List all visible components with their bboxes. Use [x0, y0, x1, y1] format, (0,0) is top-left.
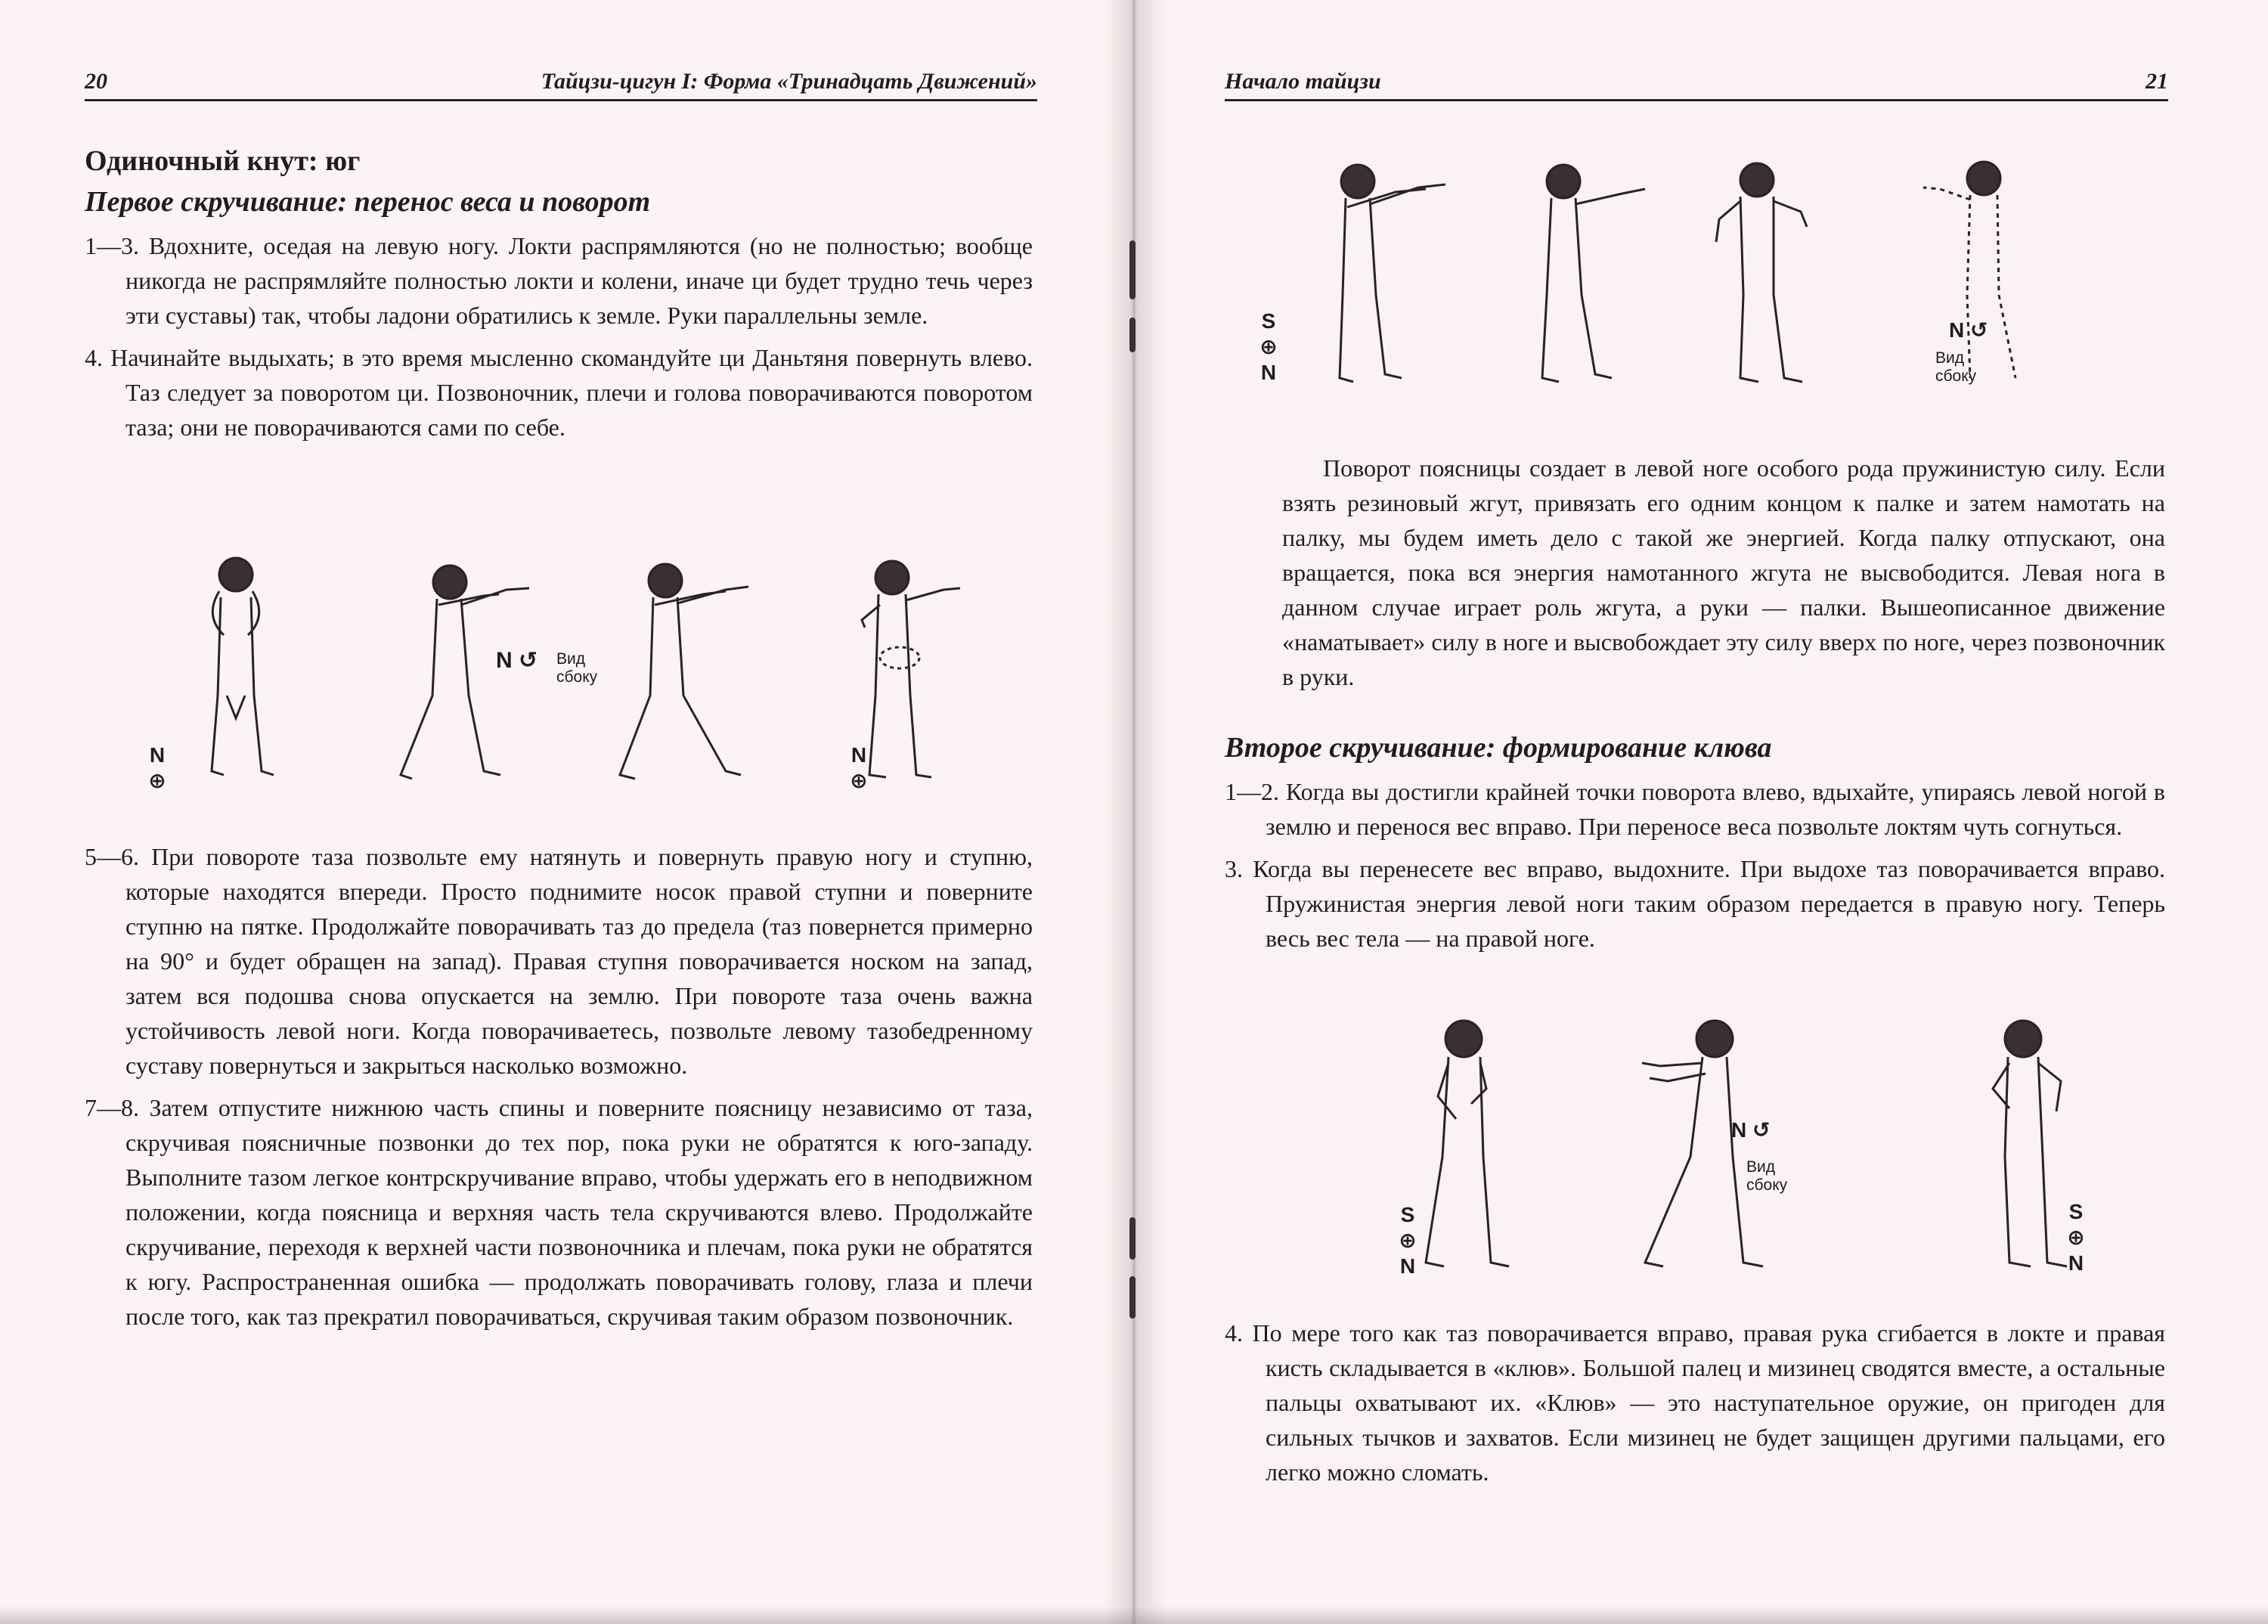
side-view-note-right-bottom: Вид сбоку [1746, 1158, 1788, 1194]
pose-e [1426, 1021, 1509, 1266]
staple-bottom [1129, 1217, 1136, 1260]
right-page-number: 21 [2146, 69, 2168, 94]
subsection-title-first-twist: Первое скручивание: перенос веса и поворот [85, 186, 651, 218]
step-3: 3. Когда вы перенесете вес вправо, выдохните. При выдохе таз поворачивается вправо. Пружинистая энергия левой ноги таким образом передается в правую ногу. Теперь весь вес тела — на правой ноге. [1225, 855, 2165, 952]
compass-right-bottom-2: S ⊕ N [2061, 1199, 2091, 1276]
pose-a [1340, 165, 1445, 382]
pose-b [1542, 165, 1645, 382]
side-view-note-right-top: Вид сбоку [1935, 349, 1977, 385]
compass-right-bottom-1: S ⊕ N [1393, 1202, 1423, 1279]
right-page [1131, 0, 2268, 1624]
subsection-title-second-twist: Второе скручивание: формирование клюва [1225, 732, 1772, 764]
right-running-title: Начало тайцзи [1225, 69, 1381, 94]
right-paragraph-block [1282, 451, 2165, 694]
right-text-middle [1225, 730, 2165, 956]
compass-arrow-icon: ⊕ [2067, 1226, 2085, 1249]
staple-top [1129, 240, 1136, 299]
right-text-bottom [1225, 1316, 2165, 1489]
side-view-direction-right-bottom: N ↺ [1731, 1118, 1771, 1142]
left-page [0, 0, 1131, 1624]
pose-3 [620, 564, 748, 779]
staple-bottom-lower [1129, 1276, 1136, 1319]
right-top-figure-drawing [1312, 151, 2189, 408]
left-running-head [85, 67, 1037, 101]
pose-1 [212, 558, 274, 775]
compass-left-2: N ⊕ [844, 742, 874, 794]
compass-arrow-icon: ⊕ [148, 769, 166, 792]
step-1-2: 1—2. Когда вы достигли крайней точки поворота влево, вдыхайте, упираясь левой ногой в землю и перенося вес вправо. При переносе веса позвольте локтям чуть согнуться. [1225, 778, 2165, 840]
step-7-8: 7—8. Затем отпустите нижнюю часть спины и поверните поясницу независимо от таза, скручивая поясничные позвонки до тех пор, пока руки не обратятся к юго-западу. Выполните тазом легкое контрскручивание вправо, чтобы удержать его в неподвижном положении, когда поясница и верхняя часть тела скручиваются влево. Продолжайте скручивание, переходя к верхней части позвоночника и плечам, пока руки не обратятся к югу. Распространенная ошибка — продолжать поворачивать голову, глаза и плечи после того, как таз прекратил поворачиваться, скручивая таким образом позвоночник. [85, 1094, 1033, 1330]
left-page-number: 20 [85, 69, 107, 94]
pose-g [1993, 1021, 2067, 1266]
pose-c [1716, 163, 1807, 382]
step-4: 4. Начинайте выдыхать; в это время мысленно скомандуйте ци Даньтяня повернуть влево. Таз следует за поворотом ци. Позвоночник, плечи и голова поворачиваются поворотом таза; они не поворачиваются сами по себе. [85, 344, 1033, 441]
rotate-arrow-icon: ↺ [1746, 1118, 1771, 1142]
rotate-arrow-icon: ↺ [1964, 318, 1988, 342]
scan-edge-shadow [0, 1606, 2268, 1624]
section-title: Одиночный кнут: юг [85, 145, 361, 177]
rotate-arrow-icon: ↺ [512, 648, 538, 673]
compass-right-top: S ⊕ N [1253, 308, 1284, 386]
side-view-note-left: Вид сбоку [556, 650, 598, 686]
pose-4 [862, 561, 960, 777]
compass-arrow-icon: ⊕ [850, 769, 868, 792]
left-text-top [85, 144, 1033, 445]
step-1-3: 1—3. Вдохните, оседая на левую ногу. Локти распрямляются (но не полностью; вообще никогда не распрямляйте полностью локти и колени, иначе ци будет трудно течь через эти суставы) так, чтобы ладони обратились к земле. Руки параллельны земле. [85, 232, 1033, 329]
right-running-head [1225, 67, 2168, 101]
left-running-title: Тайцзи-цигун I: Форма «Тринадцать Движений» [541, 69, 1037, 94]
step-4-beak: 4. По мере того как таз поворачивается вправо, правая рука сгибается в локте и правая кисть складывается в «клюв». Большой палец и мизинец сводятся вместе, а остальные пальцы охватывают их. «Клюв» — это наступательное оружие, он пригоден для сильных тычков и захватов. Если мизинец не будет защищен другими пальцами, его легко можно сломать. [1225, 1319, 2165, 1486]
pose-d [1923, 162, 2015, 378]
compass-arrow-icon: ⊕ [1259, 335, 1278, 358]
side-view-direction-left: N ↺ [496, 648, 538, 673]
spring-energy-paragraph: Поворот поясницы создает в левой ноге особого рода пружинистую силу. Если взять резиновый жгут, привязать его одним концом к палке и затем намотать на палку, мы будем иметь дело с такой же энергией. Когда палку отпускают, она вращается, пока вся энергия намотанного жгута не высвободится. Левая нога в данном случае играет роль жгута, а руки — палки. Вышеописанное движение «наматывает» силу в ноге и высвобождает эту силу вверх по ноге, через позвоночник в руки. [1282, 454, 2165, 690]
compass-arrow-icon: ⊕ [1399, 1229, 1417, 1252]
compass-left-1: N ⊕ [142, 742, 172, 794]
left-text-bottom [85, 839, 1033, 1334]
pose-f [1642, 1021, 1763, 1266]
side-view-direction-right-top: N ↺ [1949, 318, 1988, 342]
staple-top-lower [1129, 318, 1136, 352]
step-5-6: 5—6. При повороте таза позвольте ему натянуть и повернуть правую ногу и ступню, которые находятся впереди. Просто поднимите носок правой ступни и поверните ступню на пятке. Продолжайте поворачивать таз до предела (таз повернется примерно на 90° и будет обращен на запад). Правая ступня поворачивается носком на запад, затем вся подошва снова опускается на землю. При повороте таза очень важна устойчивость левой ноги. Когда поворачиваетесь, позвольте левому тазобедренному суставу повернуться и закрыться насколько возможно. [85, 843, 1033, 1079]
